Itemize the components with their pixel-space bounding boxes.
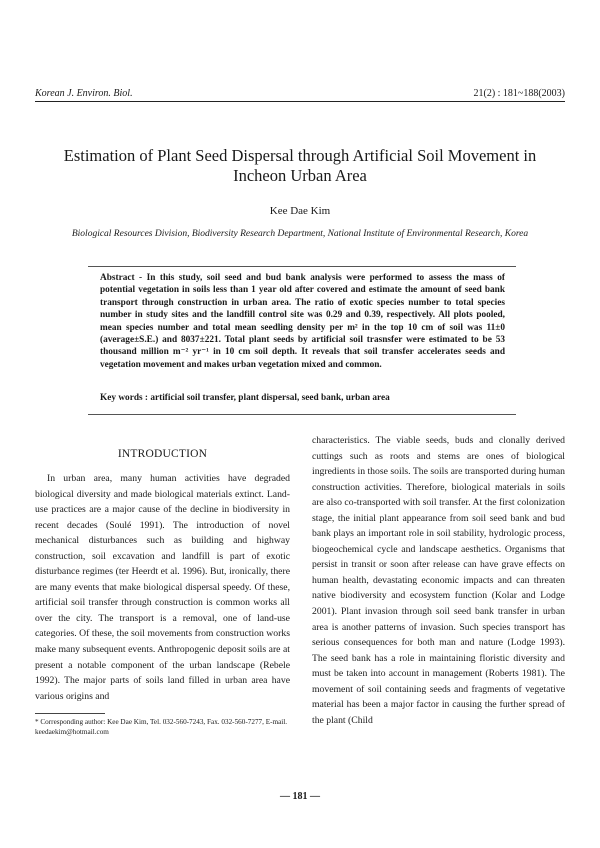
paper-title: Estimation of Plant Seed Dispersal through Artificial Soil Movement in Incheon Urban Area — [63, 146, 537, 185]
author-affiliation: Biological Resources Division, Biodiversity Research Department, National Institute of Environmental Research, Korea — [71, 229, 529, 239]
abstract-rule-top — [88, 266, 516, 267]
journal-name: Korean J. Environ. Biol. — [35, 88, 133, 99]
abstract-rule-bottom — [88, 414, 516, 415]
page-number: — 181 — — [280, 791, 320, 802]
body-column-left: In urban area, many human activities have degraded biological diversity and made biological materials extinct. Land-use practices are a major cause of the decline in biodiversity in recent decades (Soulé 1991). The introduction of novel mechanical disturbances such as building and highway construction, soil excavation and landfill is part of exotic disturbance regimes (ter Heerdt et al. 1996). But, ironically, there are many events that make biological dispersal speedy. Of these, artificial soil transfer through construction is common works all over the city. The transport is a removal, one of land-use categories. Of these, the soil movements from construction works make many subsequent events. Anthropogenic deposit soils are at present a notable component of the urban landscape (Rebele 1992). The major parts of soils land filled in urban area have various origins and — [35, 473, 290, 702]
section-heading: INTRODUCTION — [117, 448, 208, 460]
body-column-right: characteristics. The viable seeds, buds and clonally derived cuttings such as roots and stems are ones of biological ingredients in those soils. The soils are transported during human construction activities. Therefore, biological materials in soils are also co-transported with soil transfer. At the first colonization stage, the initial plant appearance from soil seed bank and bud bank plays an important role in soil stability, hydrologic process, biogeochemical cycle and landscape aesthetics. Organisms that persist in transit or soon after release can have grave effects on human health, devastating economic impacts and can threaten native biodiversity and ecosystem function (Kolar and Lodge 2001). Plant invasion through soil seed bank transfer in urban area is another patterns of invasion. Such species transport has serious consequences for both man and nature (Lodge 1993). The seed bank has a role in maintaining floristic diversity and must be taken into account in management (Roberts 1981). The movement of soil containing seeds and fragments of vegetative material has been a major factor in causing the further spread of the plant (Child — [312, 435, 565, 726]
header-rule — [35, 101, 565, 102]
abstract: Abstract - In this study, soil seed and bud bank analysis were performed to assess the mass of potential vegetation in soils less than 1 year old after covered and estimate the amount of seed bank transport through construction in urban area. The ratio of exotic species number to total species number in study sites and the landfill control site was 0.29 and 0.39, respectively. All plots pooled, mean species number and total mean seedling density per m² in the top 10 cm of soil was 11±0 (average±S.E.) and 8037±221. Total plant seeds by artificial soil trasnsfer were estimated to be 53 thousand million m⁻² yr⁻¹ in 10 cm soil depth. It reveals that soil transfer accelerates seeds and vegetation movement and makes urban vegetation mixed and common. — [100, 273, 505, 370]
volume-pages: 21(2) : 181~188(2003) — [473, 88, 565, 99]
keywords: Key words : artificial soil transfer, plant dispersal, seed bank, urban area — [100, 393, 390, 403]
footnote-rule — [35, 713, 105, 714]
author-name: Kee Dae Kim — [269, 205, 331, 217]
corresponding-author-footnote: * Corresponding author: Kee Dae Kim, Tel. 032-560-7243, Fax. 032-560-7277, E-mail. keedaekim@hotmail.com — [35, 718, 288, 736]
